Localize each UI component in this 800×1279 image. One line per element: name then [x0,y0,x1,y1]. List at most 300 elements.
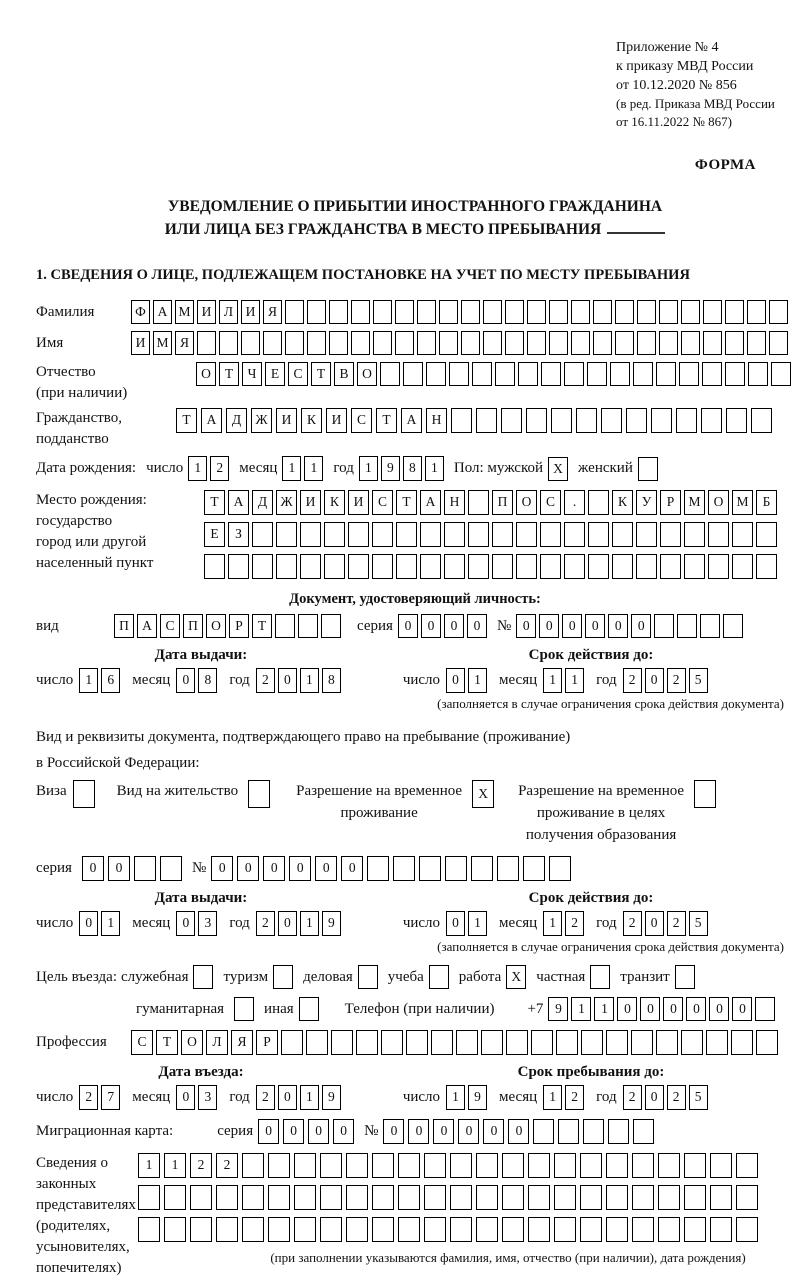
char-box[interactable]: П [114,614,134,638]
char-box[interactable]: Т [396,490,417,515]
char-box[interactable]: 2 [256,668,275,693]
char-box[interactable] [381,1030,403,1055]
char-box[interactable] [554,1217,576,1242]
char-box[interactable] [439,300,458,324]
char-box[interactable] [420,522,441,547]
char-box[interactable]: 0 [433,1119,454,1144]
char-box[interactable] [252,522,273,547]
char-box[interactable] [285,300,304,324]
char-box[interactable]: 1 [543,668,562,693]
char-box[interactable]: Т [156,1030,178,1055]
char-box[interactable]: 0 [645,1085,664,1110]
char-box[interactable]: 0 [333,1119,354,1144]
char-box[interactable] [708,522,729,547]
char-box[interactable]: 8 [322,668,341,693]
char-box[interactable] [468,554,489,579]
char-box[interactable]: А [401,408,422,433]
char-box[interactable] [373,300,392,324]
char-box[interactable] [252,554,273,579]
char-box[interactable]: У [636,490,657,515]
char-box[interactable]: Б [756,490,777,515]
char-box[interactable]: Е [204,522,225,547]
char-box[interactable] [505,300,524,324]
checkbox[interactable] [358,965,378,989]
char-box[interactable] [615,331,634,355]
char-box[interactable] [419,856,441,881]
char-box[interactable]: 2 [623,911,642,936]
char-box[interactable] [451,408,472,433]
char-box[interactable]: 9 [468,1085,487,1110]
char-box[interactable] [726,408,747,433]
char-box[interactable] [676,408,697,433]
char-box[interactable] [372,554,393,579]
char-box[interactable] [681,331,700,355]
char-box[interactable] [450,1217,472,1242]
char-box[interactable] [268,1153,290,1178]
char-box[interactable] [190,1185,212,1210]
char-box[interactable] [321,614,341,638]
char-box[interactable] [701,408,722,433]
char-box[interactable] [164,1217,186,1242]
char-box[interactable]: 2 [256,911,275,936]
char-box[interactable]: 2 [190,1153,212,1178]
char-box[interactable]: 0 [278,911,297,936]
char-box[interactable] [461,300,480,324]
char-box[interactable] [307,331,326,355]
checkbox[interactable] [248,780,270,808]
char-box[interactable] [348,522,369,547]
char-box[interactable]: 2 [79,1085,98,1110]
char-box[interactable]: Ф [131,300,150,324]
char-box[interactable] [424,1217,446,1242]
char-box[interactable] [276,554,297,579]
char-box[interactable] [395,300,414,324]
char-box[interactable] [632,1217,654,1242]
char-box[interactable]: 1 [188,456,207,481]
char-box[interactable] [581,1030,603,1055]
char-box[interactable]: А [201,408,222,433]
char-box[interactable]: 9 [322,911,341,936]
char-box[interactable]: М [684,490,705,515]
char-box[interactable] [396,522,417,547]
char-box[interactable]: П [492,490,513,515]
char-box[interactable]: Ч [242,362,262,386]
char-box[interactable] [660,554,681,579]
char-box[interactable] [632,1185,654,1210]
char-box[interactable]: 1 [101,911,120,936]
char-box[interactable]: Т [219,362,239,386]
checkbox[interactable] [638,457,658,481]
char-box[interactable] [450,1185,472,1210]
char-box[interactable]: 0 [421,614,441,638]
char-box[interactable]: 0 [732,997,752,1021]
checkbox[interactable] [429,965,449,989]
char-box[interactable]: Л [219,300,238,324]
char-box[interactable] [483,331,502,355]
char-box[interactable] [351,300,370,324]
char-box[interactable]: 0 [283,1119,304,1144]
char-box[interactable] [138,1217,160,1242]
char-box[interactable] [298,614,318,638]
char-box[interactable]: 0 [617,997,637,1021]
char-box[interactable]: С [288,362,308,386]
char-box[interactable]: Н [426,408,447,433]
char-box[interactable]: 0 [458,1119,479,1144]
checkbox[interactable]: X [506,965,526,989]
char-box[interactable] [502,1185,524,1210]
char-box[interactable] [564,522,585,547]
char-box[interactable] [276,522,297,547]
char-box[interactable] [612,522,633,547]
checkbox[interactable] [234,997,254,1021]
char-box[interactable] [606,1217,628,1242]
char-box[interactable] [528,1217,550,1242]
char-box[interactable] [610,362,630,386]
char-box[interactable] [228,554,249,579]
char-box[interactable] [300,522,321,547]
char-box[interactable] [497,856,519,881]
char-box[interactable] [706,1030,728,1055]
checkbox[interactable] [694,780,716,808]
char-box[interactable] [528,1153,550,1178]
char-box[interactable]: 0 [508,1119,529,1144]
char-box[interactable] [417,300,436,324]
char-box[interactable] [527,300,546,324]
char-box[interactable] [329,300,348,324]
char-box[interactable] [732,522,753,547]
char-box[interactable] [431,1030,453,1055]
char-box[interactable] [636,554,657,579]
char-box[interactable] [656,362,676,386]
char-box[interactable]: 0 [278,1085,297,1110]
checkbox[interactable] [273,965,293,989]
char-box[interactable] [403,362,423,386]
char-box[interactable] [710,1185,732,1210]
char-box[interactable] [587,362,607,386]
char-box[interactable] [606,1153,628,1178]
char-box[interactable] [160,856,182,881]
char-box[interactable]: 2 [623,668,642,693]
char-box[interactable]: . [564,490,585,515]
char-box[interactable]: 0 [631,614,651,638]
char-box[interactable]: 1 [79,668,98,693]
char-box[interactable]: Т [204,490,225,515]
char-box[interactable] [710,1153,732,1178]
char-box[interactable] [736,1153,758,1178]
char-box[interactable] [736,1217,758,1242]
char-box[interactable]: 1 [300,1085,319,1110]
char-box[interactable] [216,1217,238,1242]
char-box[interactable]: 6 [101,668,120,693]
char-box[interactable]: С [540,490,561,515]
char-box[interactable]: 0 [444,614,464,638]
char-box[interactable] [241,331,260,355]
char-box[interactable]: С [131,1030,153,1055]
char-box[interactable] [472,362,492,386]
char-box[interactable] [684,554,705,579]
char-box[interactable]: К [301,408,322,433]
char-box[interactable] [633,362,653,386]
char-box[interactable] [483,300,502,324]
char-box[interactable]: А [153,300,172,324]
char-box[interactable] [637,300,656,324]
char-box[interactable] [576,408,597,433]
char-box[interactable]: К [324,490,345,515]
char-box[interactable] [216,1185,238,1210]
char-box[interactable]: 0 [709,997,729,1021]
char-box[interactable]: И [326,408,347,433]
char-box[interactable] [564,362,584,386]
char-box[interactable]: В [334,362,354,386]
char-box[interactable] [540,522,561,547]
char-box[interactable]: О [196,362,216,386]
char-box[interactable] [703,300,722,324]
char-box[interactable] [654,614,674,638]
char-box[interactable]: 1 [594,997,614,1021]
char-box[interactable]: 1 [543,1085,562,1110]
char-box[interactable] [468,522,489,547]
char-box[interactable]: 0 [645,668,664,693]
char-box[interactable] [505,331,524,355]
char-box[interactable] [771,362,791,386]
char-box[interactable] [659,300,678,324]
char-box[interactable] [268,1217,290,1242]
char-box[interactable]: 1 [359,456,378,481]
char-box[interactable] [748,362,768,386]
char-box[interactable] [294,1185,316,1210]
char-box[interactable] [549,331,568,355]
char-box[interactable] [450,1153,472,1178]
char-box[interactable]: 0 [315,856,337,881]
char-box[interactable] [637,331,656,355]
char-box[interactable]: 0 [408,1119,429,1144]
char-box[interactable] [426,362,446,386]
char-box[interactable]: 0 [398,614,418,638]
char-box[interactable] [606,1185,628,1210]
char-box[interactable] [571,331,590,355]
char-box[interactable] [677,614,697,638]
char-box[interactable] [506,1030,528,1055]
char-box[interactable]: 2 [565,911,584,936]
char-box[interactable] [684,1185,706,1210]
char-box[interactable] [300,554,321,579]
char-box[interactable] [658,1217,680,1242]
char-box[interactable] [747,331,766,355]
char-box[interactable] [533,1119,554,1144]
char-box[interactable]: 3 [198,1085,217,1110]
char-box[interactable]: 2 [667,1085,686,1110]
char-box[interactable] [476,1153,498,1178]
char-box[interactable]: 0 [645,911,664,936]
char-box[interactable]: И [276,408,297,433]
char-box[interactable] [320,1185,342,1210]
char-box[interactable] [608,1119,629,1144]
char-box[interactable]: Р [660,490,681,515]
char-box[interactable]: М [175,300,194,324]
char-box[interactable] [710,1217,732,1242]
char-box[interactable]: И [300,490,321,515]
char-box[interactable]: 0 [263,856,285,881]
char-box[interactable] [445,856,467,881]
checkbox[interactable] [675,965,695,989]
char-box[interactable] [659,331,678,355]
char-box[interactable]: 2 [256,1085,275,1110]
char-box[interactable]: 0 [608,614,628,638]
char-box[interactable] [769,331,788,355]
char-box[interactable] [444,522,465,547]
char-box[interactable] [398,1185,420,1210]
char-box[interactable]: Т [311,362,331,386]
char-box[interactable]: 2 [667,911,686,936]
char-box[interactable] [138,1185,160,1210]
char-box[interactable] [703,331,722,355]
char-box[interactable]: 0 [211,856,233,881]
char-box[interactable]: М [153,331,172,355]
char-box[interactable] [204,554,225,579]
char-box[interactable] [541,362,561,386]
char-box[interactable] [725,300,744,324]
char-box[interactable]: К [612,490,633,515]
char-box[interactable] [424,1185,446,1210]
checkbox[interactable]: X [548,457,568,481]
char-box[interactable] [615,300,634,324]
char-box[interactable] [501,408,522,433]
char-box[interactable] [373,331,392,355]
char-box[interactable] [725,331,744,355]
char-box[interactable]: 1 [425,456,444,481]
char-box[interactable] [275,614,295,638]
char-box[interactable] [708,554,729,579]
char-box[interactable]: Н [444,490,465,515]
char-box[interactable] [756,1030,778,1055]
char-box[interactable] [307,300,326,324]
char-box[interactable] [351,331,370,355]
char-box[interactable]: Д [252,490,273,515]
char-box[interactable]: О [206,614,226,638]
char-box[interactable] [417,331,436,355]
char-box[interactable]: Ж [276,490,297,515]
char-box[interactable]: 0 [446,668,465,693]
char-box[interactable] [294,1217,316,1242]
char-box[interactable]: 1 [468,911,487,936]
char-box[interactable]: 0 [176,1085,195,1110]
char-box[interactable] [633,1119,654,1144]
char-box[interactable] [281,1030,303,1055]
checkbox[interactable] [193,965,213,989]
char-box[interactable]: С [372,490,393,515]
char-box[interactable]: Я [231,1030,253,1055]
char-box[interactable] [492,522,513,547]
char-box[interactable] [527,331,546,355]
char-box[interactable]: И [241,300,260,324]
char-box[interactable] [583,1119,604,1144]
char-box[interactable] [471,856,493,881]
char-box[interactable] [219,331,238,355]
char-box[interactable] [551,408,572,433]
char-box[interactable] [540,554,561,579]
char-box[interactable]: Т [176,408,197,433]
char-box[interactable] [593,331,612,355]
char-box[interactable] [320,1153,342,1178]
char-box[interactable]: Д [226,408,247,433]
char-box[interactable]: 0 [585,614,605,638]
char-box[interactable]: 0 [237,856,259,881]
char-box[interactable]: 2 [667,668,686,693]
char-box[interactable] [444,554,465,579]
char-box[interactable] [461,331,480,355]
char-box[interactable] [632,1153,654,1178]
char-box[interactable]: 0 [539,614,559,638]
char-box[interactable] [348,554,369,579]
char-box[interactable]: С [160,614,180,638]
char-box[interactable]: Ж [251,408,272,433]
checkbox[interactable] [299,997,319,1021]
char-box[interactable]: 7 [101,1085,120,1110]
char-box[interactable] [626,408,647,433]
checkbox[interactable] [590,965,610,989]
char-box[interactable] [656,1030,678,1055]
char-box[interactable] [367,856,389,881]
char-box[interactable]: 0 [383,1119,404,1144]
char-box[interactable] [679,362,699,386]
char-box[interactable] [531,1030,553,1055]
char-box[interactable]: 0 [108,856,130,881]
char-box[interactable]: 0 [663,997,683,1021]
char-box[interactable] [372,1185,394,1210]
char-box[interactable] [684,1217,706,1242]
char-box[interactable] [395,331,414,355]
char-box[interactable]: 2 [210,456,229,481]
char-box[interactable]: 1 [571,997,591,1021]
char-box[interactable] [424,1153,446,1178]
char-box[interactable] [580,1185,602,1210]
char-box[interactable] [588,554,609,579]
char-box[interactable] [380,362,400,386]
char-box[interactable]: Т [252,614,272,638]
char-box[interactable]: 9 [381,456,400,481]
char-box[interactable] [747,300,766,324]
char-box[interactable] [320,1217,342,1242]
char-box[interactable]: 0 [258,1119,279,1144]
char-box[interactable] [263,331,282,355]
char-box[interactable]: Я [175,331,194,355]
char-box[interactable]: 1 [565,668,584,693]
char-box[interactable]: О [181,1030,203,1055]
char-box[interactable] [346,1185,368,1210]
char-box[interactable] [502,1153,524,1178]
char-box[interactable]: 0 [686,997,706,1021]
char-box[interactable]: М [732,490,753,515]
char-box[interactable] [346,1153,368,1178]
char-box[interactable]: 2 [565,1085,584,1110]
char-box[interactable]: Т [376,408,397,433]
char-box[interactable] [526,408,547,433]
char-box[interactable]: Р [256,1030,278,1055]
char-box[interactable]: Л [206,1030,228,1055]
char-box[interactable] [769,300,788,324]
char-box[interactable] [554,1185,576,1210]
char-box[interactable] [593,300,612,324]
char-box[interactable] [406,1030,428,1055]
char-box[interactable] [588,490,609,515]
char-box[interactable]: 0 [278,668,297,693]
char-box[interactable]: 0 [79,911,98,936]
char-box[interactable]: О [708,490,729,515]
char-box[interactable]: 1 [304,456,323,481]
char-box[interactable]: 0 [483,1119,504,1144]
char-box[interactable] [372,1153,394,1178]
char-box[interactable] [606,1030,628,1055]
